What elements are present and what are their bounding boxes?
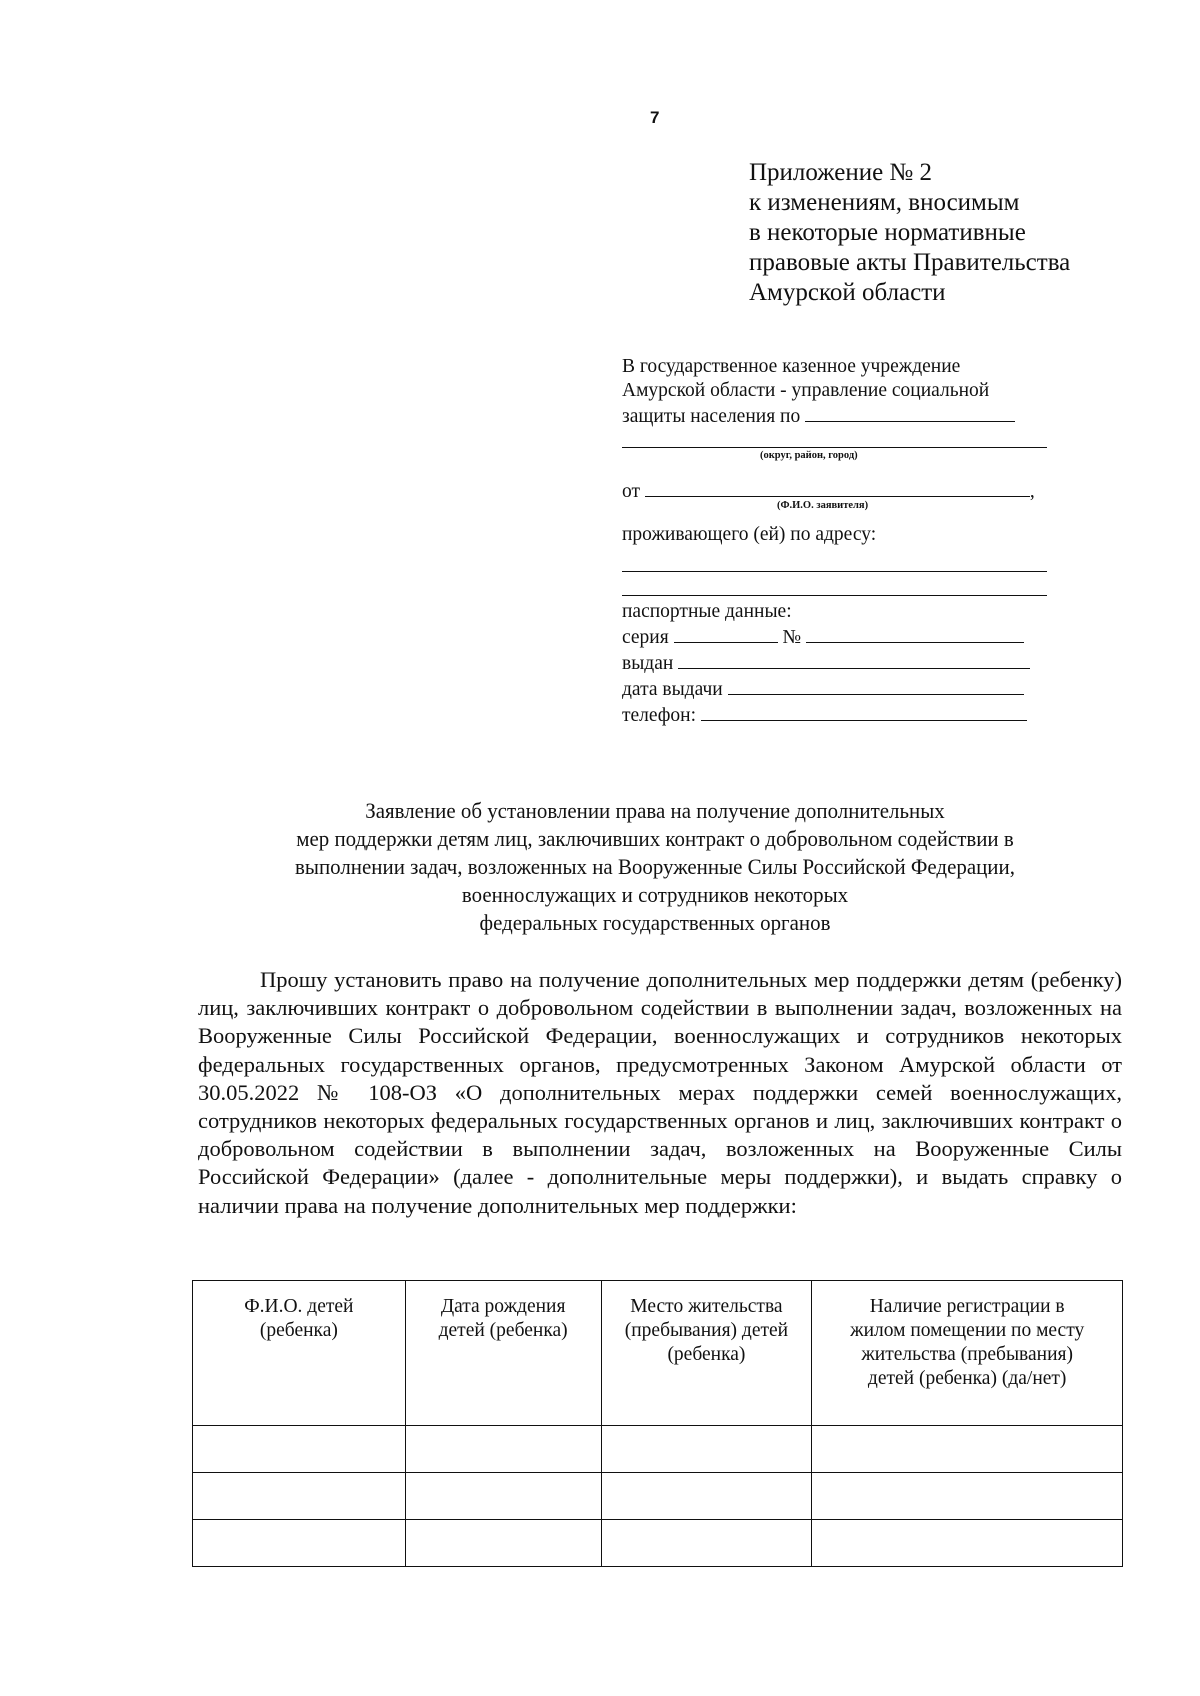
annex-line: в некоторые нормативные — [749, 219, 1026, 246]
col-header-registration: Наличие регистрации в жилом помещении по месту жительства (пребывания) детей (ребенка) (да/нет) — [812, 1281, 1123, 1426]
cell-registration[interactable] — [812, 1520, 1123, 1567]
col-header-birthdate: Дата рождения детей (ребенка) — [405, 1281, 601, 1426]
cell-name[interactable] — [193, 1520, 406, 1567]
district-field[interactable] — [805, 403, 1015, 422]
passport-label: паспортные данные: — [622, 601, 792, 622]
issue-date-field[interactable] — [728, 676, 1024, 695]
series-label: серия — [622, 627, 669, 648]
issue-date-label: дата выдачи — [622, 679, 723, 700]
title-line: мер поддержки детям лиц, заключивших контракт о добровольном содействии в — [296, 826, 1014, 851]
col-header-name: Ф.И.О. детей (ребенка) — [193, 1281, 406, 1426]
annex-line: Амурской области — [749, 279, 946, 306]
district-hint: (округ, район, город) — [760, 450, 858, 461]
title-line: федеральных государственных органов — [479, 910, 831, 935]
residence-label: проживающего (ей) по адресу: — [622, 524, 877, 545]
cell-registration[interactable] — [812, 1473, 1123, 1520]
children-table — [192, 1280, 1123, 1567]
from-row: от , — [622, 478, 1035, 503]
table-row — [193, 1520, 1123, 1567]
table-row — [193, 1426, 1123, 1473]
title-line: военнослужащих и сотрудников некоторых — [461, 882, 849, 907]
applicant-name-field[interactable] — [645, 478, 1030, 497]
series-field[interactable] — [674, 624, 778, 643]
passport-number-field[interactable] — [806, 624, 1024, 643]
passport-block — [622, 600, 1030, 728]
cell-birthdate[interactable] — [405, 1520, 601, 1567]
annex-heading — [749, 158, 1070, 308]
annex-line: правовые акты Правительства — [749, 249, 1071, 276]
recipient-line: Амурской области - управление социальной — [622, 380, 990, 401]
col-header-residence: Место жительства (пребывания) детей (ребенка) — [601, 1281, 812, 1426]
phone-field[interactable] — [701, 702, 1027, 721]
cell-residence[interactable] — [601, 1473, 812, 1520]
from-label: от — [622, 481, 641, 502]
cell-birthdate[interactable] — [405, 1473, 601, 1520]
cell-registration[interactable] — [812, 1426, 1123, 1473]
cell-name[interactable] — [193, 1426, 406, 1473]
address-field-line2[interactable] — [622, 595, 1047, 596]
cell-birthdate[interactable] — [405, 1426, 601, 1473]
recipient-line: В государственное казенное учреждение — [622, 356, 961, 377]
district-field-line2[interactable] — [622, 447, 1047, 448]
annex-line: к изменениям, вносимым — [749, 189, 1020, 216]
recipient-label: защиты населения по — [622, 406, 801, 427]
request-body — [198, 966, 1122, 1220]
cell-name[interactable] — [193, 1473, 406, 1520]
address-field-line1[interactable] — [622, 571, 1047, 572]
address-block — [622, 355, 1052, 429]
number-label: № — [782, 627, 802, 648]
table-header-row — [193, 1281, 1123, 1426]
cell-residence[interactable] — [601, 1520, 812, 1567]
cell-residence[interactable] — [601, 1426, 812, 1473]
applicant-hint: (Ф.И.О. заявителя) — [777, 500, 869, 511]
annex-line: Приложение № 2 — [749, 159, 933, 186]
table-row — [193, 1473, 1123, 1520]
title-line: Заявление об установлении права на получение дополнительных — [365, 798, 945, 823]
issued-label: выдан — [622, 653, 674, 674]
request-paragraph: Прошу установить право на получение дополнительных мер поддержки детям (ребенку) лиц, заключивших контракт о добровольном содействии в выполнении задач, возложенных на Вооруженные Силы Российской Федерации, военнослужащих и сотрудников некоторых федеральных государственных органов, предусмотренных Законом Амурской области от 30.05.2022 № 108-ОЗ «О дополнительных мерах поддержки семей военнослужащих, сотрудников некоторых федеральных государственных органов и лиц, заключивших контракт о добровольном содействии в выполнении задач, возложенных на Вооруженные Силы Российской Федерации» (далее - дополнительные меры поддержки), и выдать справку о наличии права на получение дополнительных мер поддержки: — [198, 967, 1122, 1218]
document-title — [223, 797, 1088, 937]
phone-label: телефон: — [622, 705, 697, 726]
title-line: выполнении задач, возложенных на Вооруженные Силы Российской Федерации, — [295, 854, 1015, 879]
page-number: 7 — [650, 108, 660, 127]
issued-by-field[interactable] — [678, 650, 1030, 669]
